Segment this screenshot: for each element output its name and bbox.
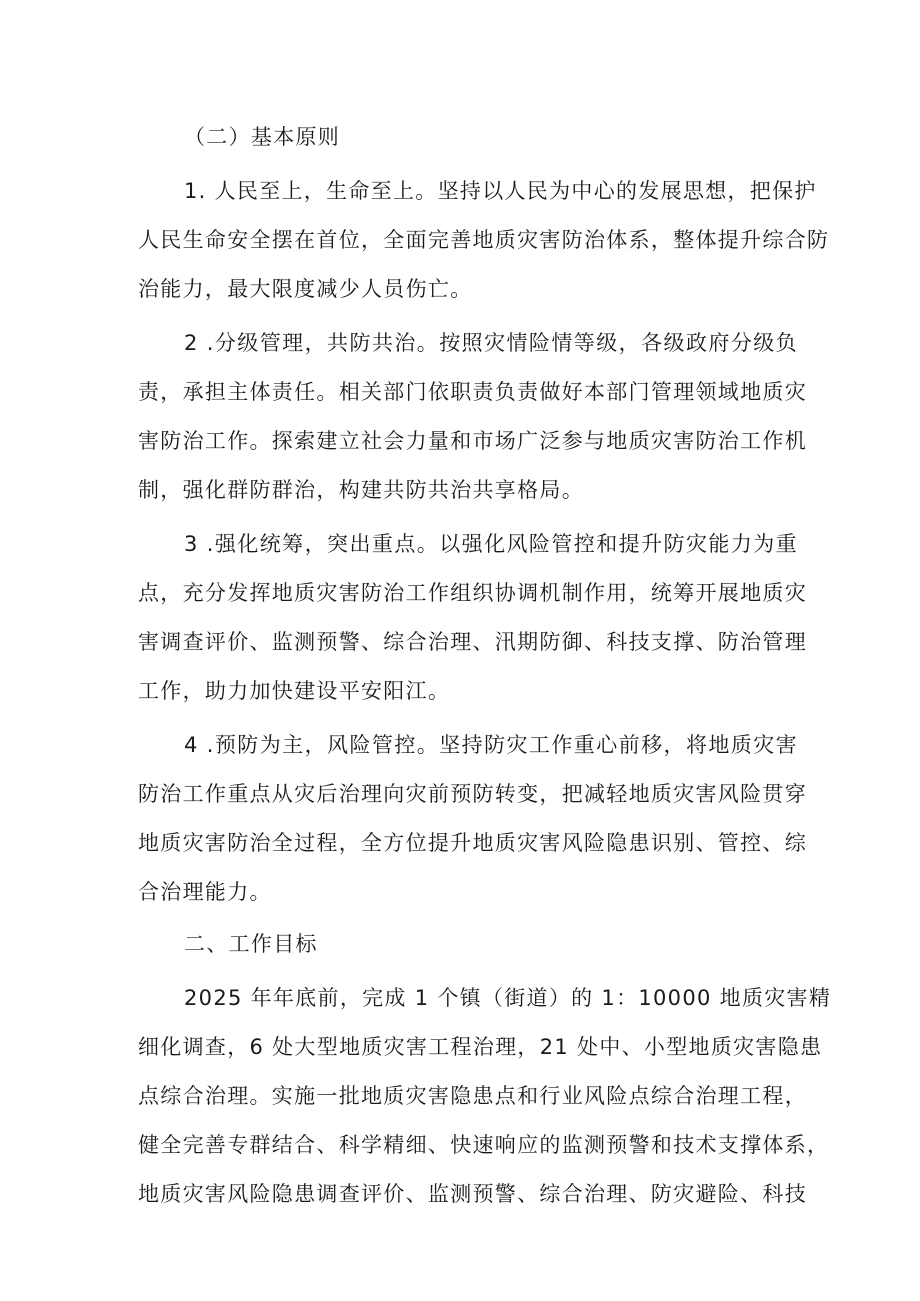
paragraph-line: 2025 年年底前，完成 1 个镇（街道）的 1：10000 地质灾害精: [184, 986, 832, 1010]
paragraph-line: 工作，助力加快建设平安阳江。: [138, 679, 451, 703]
paragraph-line: 治能力，最大限度减少人员伤亡。: [138, 277, 473, 301]
paragraph-line: 4 .预防为主，风险管控。坚持防灾工作重心前移，将地质灾害: [184, 733, 798, 757]
paragraph-line: 健全完善专群结合、科学精细、快速响应的监测预警和技术支撑体系，: [138, 1133, 830, 1157]
paragraph-line: 合治理能力。: [138, 880, 272, 904]
paragraph-line: 点综合治理。实施一批地质灾害隐患点和行业风险点综合治理工程，: [138, 1084, 807, 1108]
sub-heading: （二）基本原则: [184, 125, 341, 149]
paragraph-line: 制，强化群防群治，构建共防共治共享格局。: [138, 478, 584, 502]
paragraph-line: 细化调查，6 处大型地质灾害工程治理，21 处中、小型地质灾害隐患: [138, 1035, 823, 1059]
paragraph-line: 人民生命安全摆在首位，全面完善地质灾害防治体系，整体提升综合防: [138, 228, 830, 252]
paragraph-line: 害调查评价、监测预警、综合治理、汛期防御、科技支撑、防治管理: [138, 630, 807, 654]
paragraph-line: 地质灾害风险隐患调查评价、监测预警、综合治理、防灾避险、科技: [138, 1182, 807, 1206]
paragraph-line: 害防治工作。探索建立社会力量和市场广泛参与地质灾害防治工作机: [138, 429, 807, 453]
paragraph-line: 3 .强化统筹，突出重点。以强化风险管控和提升防灾能力为重: [184, 532, 798, 556]
paragraph-line: 点，充分发挥地质灾害防治工作组织协调机制作用，统筹开展地质灾: [138, 581, 807, 605]
paragraph-line: 1. 人民至上，生命至上。坚持以人民为中心的发展思想，把保护: [184, 179, 817, 203]
paragraph-line: 2 .分级管理，共防共治。按照灾情险情等级，各级政府分级负: [184, 331, 798, 355]
paragraph-line: 地质灾害防治全过程，全方位提升地质灾害风险隐患识别、管控、综: [138, 831, 807, 855]
section-heading: 二、工作目标: [184, 932, 318, 956]
paragraph-line: 防治工作重点从灾后治理向灾前预防转变，把减轻地质灾害风险贯穿: [138, 782, 807, 806]
paragraph-line: 责，承担主体责任。相关部门依职责负责做好本部门管理领域地质灾: [138, 380, 807, 404]
